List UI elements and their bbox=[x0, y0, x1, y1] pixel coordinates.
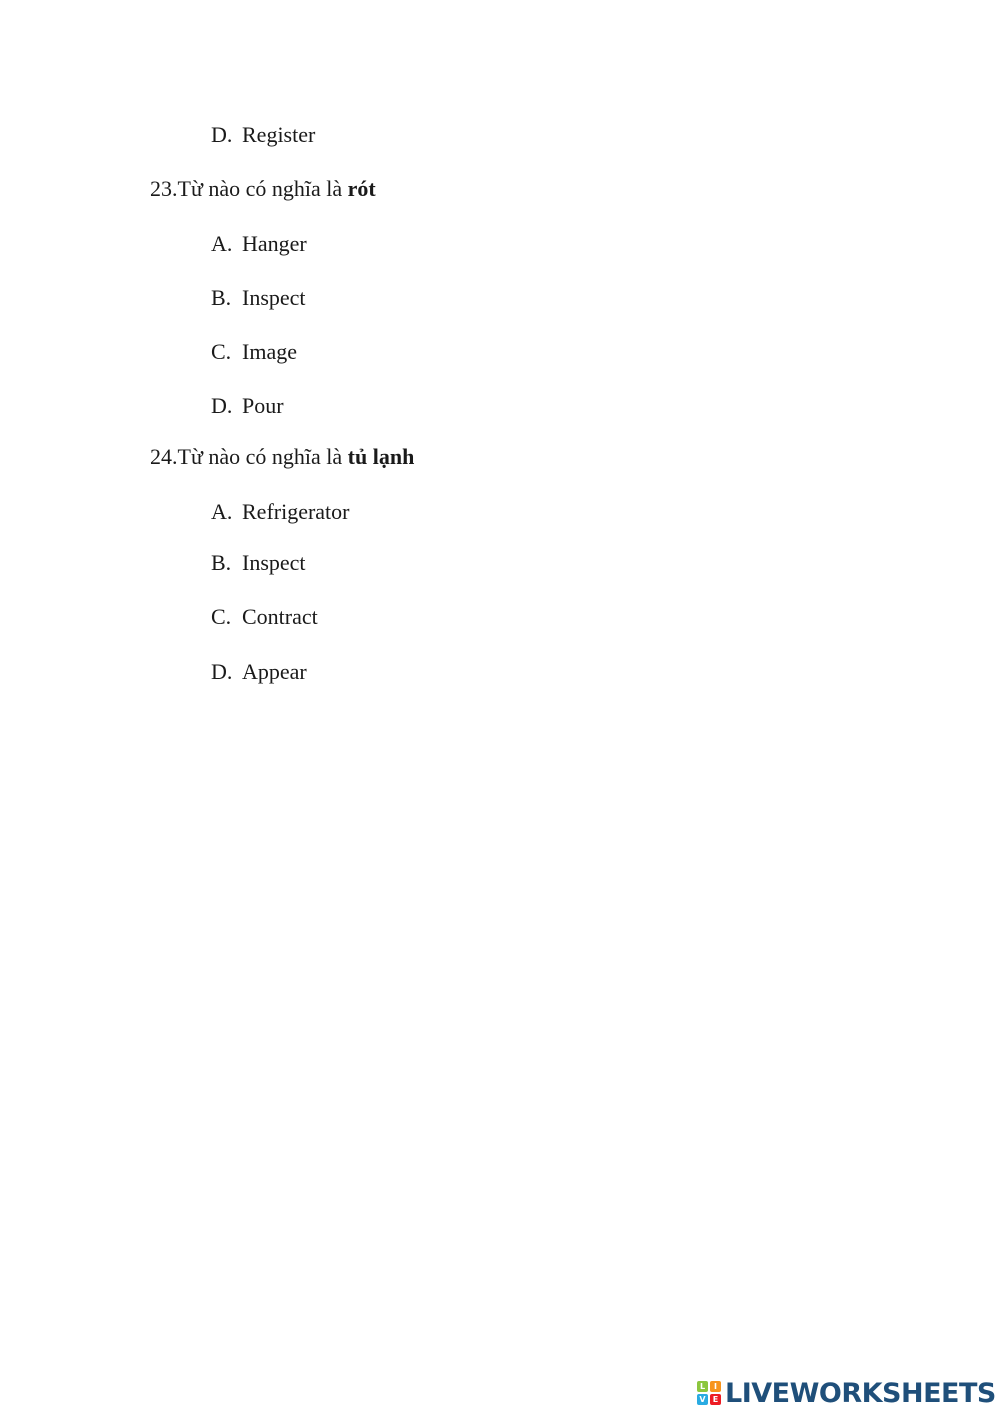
question-prompt: Từ nào có nghĩa là bbox=[177, 444, 348, 469]
question-keyword: tủ lạnh bbox=[347, 444, 415, 469]
question-number: 24. bbox=[150, 444, 178, 469]
option-letter: D. bbox=[211, 122, 233, 147]
option-text: Refrigerator bbox=[242, 499, 350, 524]
option-text: Appear bbox=[242, 659, 307, 684]
option-text: Register bbox=[242, 122, 316, 147]
option-letter: C. bbox=[211, 604, 232, 629]
q23-option-d[interactable] bbox=[211, 393, 284, 419]
option-letter: D. bbox=[211, 393, 233, 418]
q24-option-a[interactable] bbox=[211, 499, 350, 525]
option-letter: D. bbox=[211, 659, 233, 684]
logo-tile: I bbox=[710, 1381, 721, 1392]
q23-option-a[interactable] bbox=[211, 231, 307, 257]
liveworksheets-watermark bbox=[697, 1378, 996, 1408]
option-d-register[interactable] bbox=[211, 122, 315, 148]
logo-tile: L bbox=[697, 1381, 708, 1392]
logo-tile: E bbox=[710, 1394, 721, 1405]
question-keyword: rót bbox=[347, 176, 376, 201]
option-text: Image bbox=[242, 339, 297, 364]
question-number: 23. bbox=[150, 176, 178, 201]
q23-option-b[interactable] bbox=[211, 285, 306, 311]
watermark-text: LIVEWORKSHEETS bbox=[725, 1377, 996, 1409]
liveworksheets-logo-icon bbox=[697, 1381, 721, 1405]
logo-tile: V bbox=[697, 1394, 708, 1405]
option-letter: C. bbox=[211, 339, 232, 364]
q23-option-c[interactable] bbox=[211, 339, 297, 365]
option-text: Hanger bbox=[242, 231, 307, 256]
option-text: Pour bbox=[242, 393, 284, 418]
question-24 bbox=[150, 444, 414, 470]
option-letter: B. bbox=[211, 550, 232, 575]
question-prompt: Từ nào có nghĩa là bbox=[177, 176, 348, 201]
option-text: Contract bbox=[242, 604, 318, 629]
option-text: Inspect bbox=[242, 285, 306, 310]
option-letter: A. bbox=[211, 499, 233, 524]
q24-option-c[interactable] bbox=[211, 604, 318, 630]
option-letter: B. bbox=[211, 285, 232, 310]
option-text: Inspect bbox=[242, 550, 306, 575]
q24-option-b[interactable] bbox=[211, 550, 306, 576]
option-letter: A. bbox=[211, 231, 233, 256]
question-23 bbox=[150, 176, 376, 202]
q24-option-d[interactable] bbox=[211, 659, 307, 685]
